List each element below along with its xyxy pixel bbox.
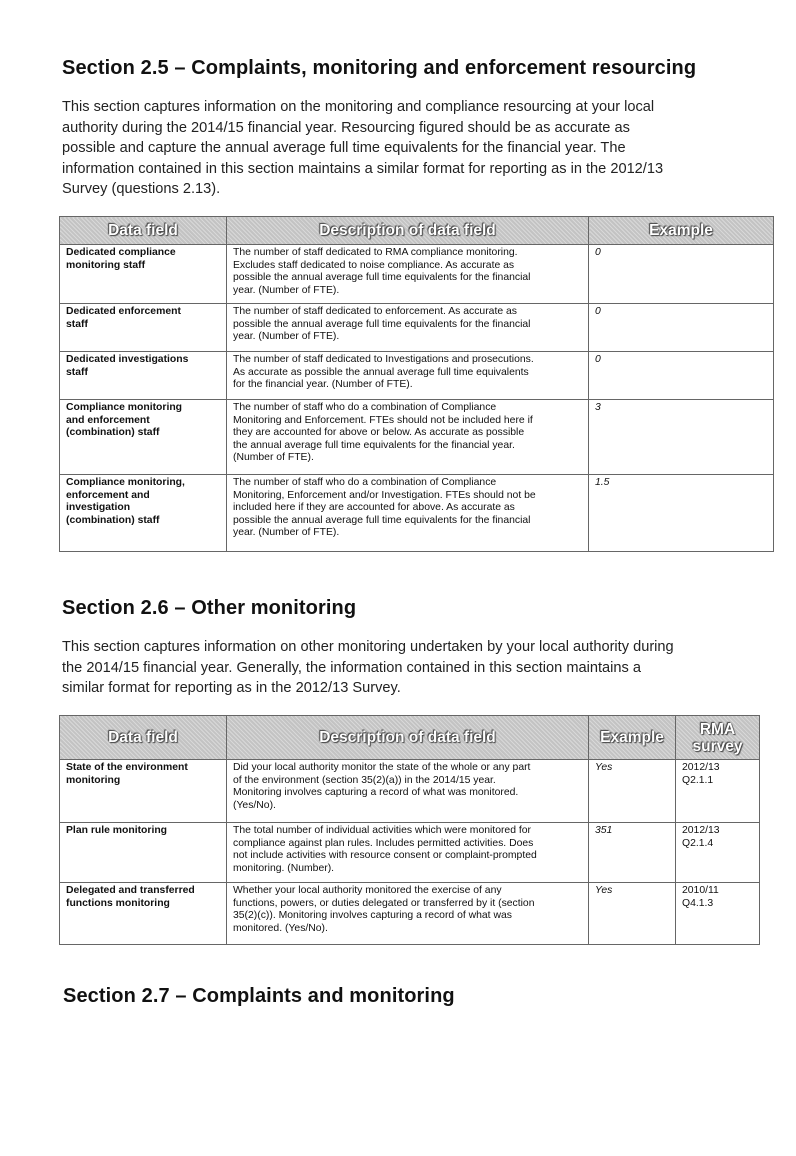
field-cell: [60, 760, 227, 823]
section-2-5-heading: Section 2.5 – Complaints, monitoring and enforcement resourcing: [62, 57, 697, 79]
survey-line: Q2.1.4: [682, 837, 714, 849]
survey-line: 2010/11: [682, 885, 719, 896]
description-line: Monitoring and Enforcement. FTEs should not be included here if: [233, 414, 533, 426]
description-line: for the financial year. (Number of FTE).: [233, 379, 413, 391]
description-line: possible the annual average full time equivalents for the financial: [233, 514, 531, 526]
field-line: and enforcement: [66, 414, 150, 426]
field-line: Dedicated enforcement: [66, 306, 181, 317]
field-cell: [60, 475, 227, 552]
description-line: year. (Number of FTE).: [233, 331, 340, 343]
description-line: (Number of FTE).: [233, 452, 314, 464]
survey-cell: [676, 883, 760, 945]
intro-line: This section captures information on the monitoring and compliance resourcing at your local: [62, 99, 655, 115]
field-cell: [60, 400, 227, 475]
description-line: The number of staff dedicated to RMA compliance monitoring.: [233, 247, 518, 258]
table-row: [60, 883, 760, 945]
other-monitoring-table: [59, 715, 760, 945]
table-row: [60, 475, 774, 552]
description-cell: [227, 304, 589, 352]
description-line: year. (Number of FTE).: [233, 284, 340, 296]
example-cell: Yes: [589, 760, 676, 823]
field-line: Compliance monitoring,: [66, 477, 185, 488]
header-survey-line: survey: [692, 737, 743, 755]
description-cell: [227, 760, 589, 823]
description-cell: [227, 245, 589, 304]
field-line: Compliance monitoring: [66, 402, 183, 413]
field-line: Plan rule monitoring: [66, 825, 168, 836]
description-line: Monitoring involves capturing a record of what was monitored.: [233, 787, 519, 799]
section-2-5-intro: [62, 97, 752, 200]
field-line: enforcement and: [66, 489, 150, 501]
header-rma-survey: [676, 716, 760, 760]
field-line: Delegated and transferred: [66, 885, 195, 896]
header-data-field: Data field: [60, 217, 227, 245]
description-line: monitored. (Yes/No).: [233, 922, 328, 934]
survey-cell: [676, 760, 760, 823]
description-cell: [227, 823, 589, 883]
description-line: they are accounted for above or below. As accurate as possible: [233, 427, 525, 439]
description-line: The number of staff who do a combination of Compliance: [233, 477, 497, 488]
field-cell: [60, 304, 227, 352]
field-cell: [60, 883, 227, 945]
field-line: Dedicated compliance: [66, 247, 176, 258]
description-line: functions, powers, or duties delegated or transferred by it (section: [233, 897, 535, 909]
example-cell: Yes: [589, 883, 676, 945]
description-line: Excludes staff dedicated to noise compliance. As accurate as: [233, 259, 515, 271]
description-line: The total number of individual activities which were monitored for: [233, 825, 532, 836]
table-header-row: [60, 716, 760, 760]
table-row: [60, 400, 774, 475]
field-line: investigation: [66, 502, 131, 514]
intro-line: the 2014/15 financial year. Generally, the information contained in this section maintains a: [62, 659, 641, 676]
description-cell: [227, 400, 589, 475]
intro-line: This section captures information on other monitoring undertaken by your local authority during: [62, 639, 674, 655]
survey-line: 2012/13: [682, 825, 720, 836]
description-line: possible the annual average full time equivalents for the financial: [233, 318, 531, 330]
field-line: staff: [66, 366, 88, 378]
example-cell: 0: [589, 245, 774, 304]
field-line: monitoring: [66, 774, 121, 786]
intro-line: possible and capture the annual average full time equivalents for the financial year. The: [62, 140, 626, 156]
field-line: monitoring staff: [66, 259, 146, 271]
intro-line: similar format for reporting as in the 2012/13 Survey.: [62, 680, 401, 696]
description-line: Whether your local authority monitored the exercise of any: [233, 885, 502, 896]
description-line: Monitoring, Enforcement and/or Investigation. FTEs should not be: [233, 489, 536, 501]
example-cell: 0: [589, 352, 774, 400]
description-line: 35(2)(c)). Monitoring involves capturing a record of what was: [233, 910, 512, 922]
table-row: [60, 304, 774, 352]
survey-line: 2012/13: [682, 762, 720, 773]
description-line: As accurate as possible the annual average full time equivalents: [233, 366, 529, 378]
table-header-row: [60, 217, 774, 245]
description-line: included here if they are accounted for above. As accurate as: [233, 502, 515, 514]
header-description: Description of data field: [227, 716, 589, 760]
field-cell: [60, 245, 227, 304]
survey-line: Q4.1.3: [682, 897, 714, 909]
description-line: of the environment (section 35(2)(a)) in the 2014/15 year.: [233, 774, 496, 786]
header-example: Example: [589, 217, 774, 245]
field-line: Dedicated investigations: [66, 354, 189, 365]
description-line: (Yes/No).: [233, 799, 276, 811]
table-row: [60, 823, 760, 883]
description-cell: [227, 475, 589, 552]
description-line: The number of staff dedicated to Investigations and prosecutions.: [233, 354, 534, 365]
example-cell: 3: [589, 400, 774, 475]
survey-cell: [676, 823, 760, 883]
resourcing-table: [59, 216, 774, 552]
description-line: not include activities with resource consent or complaint-prompted: [233, 850, 537, 862]
header-example: Example: [589, 716, 676, 760]
survey-line: Q2.1.1: [682, 774, 714, 786]
description-line: Did your local authority monitor the state of the whole or any part: [233, 762, 531, 773]
intro-line: authority during the 2014/15 financial year. Resourcing figured should be as accurate as: [62, 119, 630, 136]
description-line: the annual average full time equivalents for the financial year.: [233, 439, 515, 451]
section-2-7-heading: Section 2.7 – Complaints and monitoring: [63, 985, 455, 1007]
section-2-6-intro: [62, 637, 752, 699]
description-line: compliance against plan rules. Includes permitted activities. Does: [233, 837, 534, 849]
description-line: year. (Number of FTE).: [233, 527, 340, 539]
description-line: The number of staff dedicated to enforcement. As accurate as: [233, 306, 517, 317]
table-row: [60, 760, 760, 823]
example-cell: 351: [589, 823, 676, 883]
field-cell: [60, 352, 227, 400]
field-line: staff: [66, 318, 88, 330]
description-line: The number of staff who do a combination of Compliance: [233, 402, 497, 413]
description-line: monitoring. (Number).: [233, 862, 335, 874]
table-row: [60, 352, 774, 400]
field-cell: [60, 823, 227, 883]
example-cell: 1.5: [589, 475, 774, 552]
header-description: Description of data field: [227, 217, 589, 245]
field-line: State of the environment: [66, 762, 188, 773]
section-2-6-heading: Section 2.6 – Other monitoring: [62, 597, 357, 619]
header-data-field: Data field: [60, 716, 227, 760]
field-line: (combination) staff: [66, 514, 160, 526]
description-cell: [227, 883, 589, 945]
description-line: possible the annual average full time equivalents for the financial: [233, 272, 531, 284]
example-cell: 0: [589, 304, 774, 352]
intro-line: information contained in this section maintains a similar format for reporting as in the 2012/13: [62, 160, 664, 177]
field-line: functions monitoring: [66, 897, 170, 909]
header-survey-line: RMA: [699, 720, 736, 738]
table-row: [60, 245, 774, 304]
field-line: (combination) staff: [66, 427, 160, 439]
description-cell: [227, 352, 589, 400]
intro-line: Survey (questions 2.13).: [62, 181, 221, 197]
